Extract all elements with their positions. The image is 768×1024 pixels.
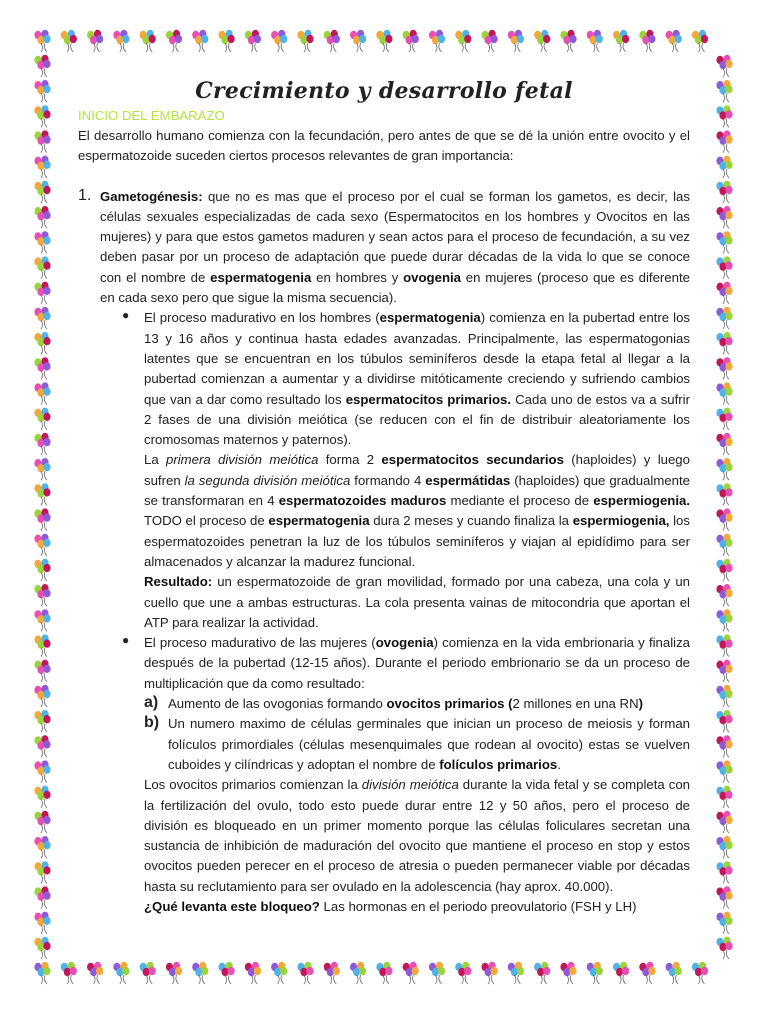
balloon-cluster-icon — [376, 30, 392, 52]
balloon-cluster-icon — [666, 962, 682, 984]
balloon-cluster-icon — [34, 508, 50, 530]
balloon-cluster-icon — [271, 30, 287, 52]
ovocitos-paragraph: Los ovocitos primarios comienzan la división meiótica durante la vida fetal y se completa con la fertilización del ovulo, todo esto puede durar entre 12 y 50 años, pero el proceso de división es bloqueado en un primer momento porque las células foliculares secretan una sustancia de inhibición de maduración del ovocito que mantiene el proceso en stop y estos ovocitos pueden perecer en el proceso de atresia o pueden permanecer viable por décadas hasta su reclutamiento para ser ovulado en la adolescencia (hay aprox. 40.000). — [144, 777, 690, 894]
gametogenesis-text: Gametogénesis: que no es mas que el proceso por el cual se forman los gametos, es decir, las células sexuales especializadas de cada sexo (Espermatocitos en los hombres y Ovocitos en las mujeres) y para que estos gametos maduren y sean actos para el proceso de fecundación, a su vez deben pasar por un proceso de adaptación que puede durar décadas de la vida lo que se conoce con el nombre de espermatogenia en hombres y ovogenia en mujeres (proceso que es diferente en cada sexo pero que sigue la misma secuencia). — [100, 188, 690, 306]
balloon-cluster-icon — [166, 962, 182, 984]
sub-item-a-text: Aumento de las ovogonias formando ovocitos primarios (2 millones en una RN) — [168, 696, 644, 712]
balloon-cluster-icon — [34, 937, 50, 959]
balloon-cluster-icon — [716, 231, 732, 253]
balloon-cluster-icon — [716, 685, 732, 707]
balloon-cluster-icon — [87, 30, 103, 52]
balloon-cluster-icon — [716, 458, 732, 480]
balloon-cluster-icon — [534, 30, 550, 52]
balloon-cluster-icon — [534, 962, 550, 984]
balloon-cluster-icon — [34, 962, 50, 984]
balloon-cluster-icon — [716, 886, 732, 908]
sub-letter: b) — [144, 714, 160, 732]
balloon-cluster-icon — [692, 962, 708, 984]
balloon-cluster-icon — [613, 30, 629, 52]
balloon-cluster-icon — [34, 357, 50, 379]
balloon-cluster-icon — [716, 861, 732, 883]
sub-item-a — [78, 694, 690, 714]
balloon-cluster-icon — [639, 30, 655, 52]
balloon-cluster-icon — [639, 962, 655, 984]
balloon-cluster-icon — [113, 962, 129, 984]
balloon-cluster-icon — [716, 408, 732, 430]
balloon-cluster-icon — [716, 710, 732, 732]
balloon-cluster-icon — [34, 307, 50, 329]
balloon-cluster-icon — [403, 962, 419, 984]
balloon-cluster-icon — [716, 836, 732, 858]
balloon-cluster-icon — [34, 912, 50, 934]
balloon-cluster-icon — [34, 130, 50, 152]
balloon-cluster-icon — [324, 30, 340, 52]
balloon-cluster-icon — [587, 962, 603, 984]
balloon-cluster-icon — [34, 660, 50, 682]
balloon-cluster-icon — [716, 80, 732, 102]
balloon-cluster-icon — [219, 962, 235, 984]
balloon-cluster-icon — [716, 130, 732, 152]
page-title: Crecimiento y desarrollo fetal — [195, 78, 573, 104]
balloon-cluster-icon — [34, 30, 50, 52]
balloon-cluster-icon — [455, 962, 471, 984]
balloon-cluster-icon — [716, 156, 732, 178]
balloon-cluster-icon — [716, 433, 732, 455]
balloon-cluster-icon — [34, 861, 50, 883]
balloon-cluster-icon — [324, 962, 340, 984]
balloon-cluster-icon — [61, 962, 77, 984]
result-paragraph: Resultado: un espermatozoide de gran movilidad, formado por una cabeza, una cola y un cuello que une a ambas estructuras. La cola presenta vainas de mitocondria que aportan el ATP para realizar la actividad. — [144, 574, 690, 630]
balloon-cluster-icon — [716, 332, 732, 354]
balloon-cluster-icon — [34, 886, 50, 908]
balloon-cluster-icon — [716, 534, 732, 556]
bullet-dot: ● — [122, 308, 130, 323]
balloon-cluster-icon — [716, 105, 732, 127]
balloon-cluster-icon — [716, 937, 732, 959]
balloon-cluster-icon — [34, 534, 50, 556]
balloon-cluster-icon — [716, 357, 732, 379]
balloon-cluster-icon — [716, 760, 732, 782]
balloon-cluster-icon — [271, 962, 287, 984]
balloon-cluster-icon — [716, 508, 732, 530]
section-heading: INICIO DEL EMBARAZO — [78, 108, 225, 123]
balloon-cluster-icon — [587, 30, 603, 52]
sub-item-b — [78, 714, 690, 775]
sub-letter: a) — [144, 694, 159, 712]
balloon-cluster-icon — [716, 634, 732, 656]
balloon-cluster-icon — [508, 962, 524, 984]
balloon-cluster-icon — [482, 30, 498, 52]
balloon-cluster-icon — [692, 30, 708, 52]
balloon-cluster-icon — [716, 382, 732, 404]
balloon-cluster-icon — [716, 584, 732, 606]
balloon-cluster-icon — [403, 30, 419, 52]
balloon-cluster-icon — [34, 55, 50, 77]
balloon-cluster-icon — [350, 30, 366, 52]
meiosis-paragraph: La primera división meiótica forma 2 espermatocitos secundarios (haploides) y luego sufren la segunda división meiótica formando 4 espermátidas (haploides) que gradualmente se transformaran en 4 espermatozoides maduros mediante el proceso de espermiogenia. TODO el proceso de espermatogenia dura 2 meses y cuando finaliza la espermiogenia, los espermatozoides penetran la luz de los túbulos seminíferos y viajan al epidídimo para ser almacenados y alcanzar la madurez funcional. — [144, 452, 691, 569]
bullet-men — [78, 308, 690, 633]
intro-paragraph: El desarrollo humano comienza con la fecundación, pero antes de que se dé la unión entre ovocito y el espermatozoide suceden ciertos procesos relevantes de gran importancia: — [78, 128, 690, 164]
balloon-cluster-icon — [34, 231, 50, 253]
balloon-cluster-icon — [245, 962, 261, 984]
balloon-cluster-icon — [376, 962, 392, 984]
balloon-cluster-icon — [34, 786, 50, 808]
balloon-cluster-icon — [429, 30, 445, 52]
balloon-cluster-icon — [34, 181, 50, 203]
balloon-cluster-icon — [297, 962, 313, 984]
balloon-cluster-icon — [455, 30, 471, 52]
balloon-cluster-icon — [219, 30, 235, 52]
balloon-cluster-icon — [34, 609, 50, 631]
balloon-cluster-icon — [34, 256, 50, 278]
balloon-cluster-icon — [560, 30, 576, 52]
list-item-gametogenesis — [78, 187, 690, 309]
balloon-cluster-icon — [34, 760, 50, 782]
bullet-women — [78, 633, 690, 694]
balloon-cluster-icon — [34, 206, 50, 228]
balloon-cluster-icon — [716, 206, 732, 228]
balloon-cluster-icon — [716, 660, 732, 682]
bullet-women-text: El proceso madurativo de las mujeres (ovogenia) comienza en la vida embrionaria y finaliza después de la pubertad (12-15 años). Durante el periodo embrionario se da un proceso de multiplicación que da como resultado: — [144, 635, 690, 691]
balloon-cluster-icon — [716, 735, 732, 757]
balloon-cluster-icon — [508, 30, 524, 52]
balloon-cluster-icon — [297, 30, 313, 52]
balloon-cluster-icon — [716, 256, 732, 278]
balloon-cluster-icon — [34, 382, 50, 404]
balloon-cluster-icon — [192, 30, 208, 52]
balloon-cluster-icon — [34, 836, 50, 858]
balloon-cluster-icon — [716, 483, 732, 505]
list-number: 1. — [78, 186, 92, 204]
balloon-cluster-icon — [166, 30, 182, 52]
balloon-cluster-icon — [61, 30, 77, 52]
balloon-cluster-icon — [34, 156, 50, 178]
balloon-cluster-icon — [34, 634, 50, 656]
balloon-cluster-icon — [716, 609, 732, 631]
balloon-cluster-icon — [140, 30, 156, 52]
balloon-cluster-icon — [429, 962, 445, 984]
balloon-cluster-icon — [34, 685, 50, 707]
balloon-cluster-icon — [560, 962, 576, 984]
balloon-cluster-icon — [34, 332, 50, 354]
balloon-cluster-icon — [245, 30, 261, 52]
balloon-cluster-icon — [34, 80, 50, 102]
document-page — [78, 78, 690, 917]
balloon-cluster-icon — [34, 282, 50, 304]
question-paragraph: ¿Qué levanta este bloqueo? Las hormonas en el periodo preovulatorio (FSH y LH) — [144, 898, 637, 914]
balloon-cluster-icon — [34, 433, 50, 455]
balloon-cluster-icon — [113, 30, 129, 52]
balloon-cluster-icon — [716, 307, 732, 329]
balloon-cluster-icon — [716, 282, 732, 304]
balloon-cluster-icon — [482, 962, 498, 984]
balloon-cluster-icon — [34, 735, 50, 757]
balloon-cluster-icon — [34, 559, 50, 581]
balloon-cluster-icon — [87, 962, 103, 984]
balloon-cluster-icon — [34, 811, 50, 833]
balloon-cluster-icon — [716, 181, 732, 203]
balloon-cluster-icon — [140, 962, 156, 984]
sub-item-b-text: Un numero maximo de células germinales que inician un proceso de meiosis y forman folículos primordiales (células mesenquimales que rodean al ovocito) estas se vuelven cuboides y cilíndricas y adoptan el nombre de folículos primarios. — [168, 716, 690, 772]
balloon-cluster-icon — [192, 962, 208, 984]
balloon-cluster-icon — [350, 962, 366, 984]
bullet-dot: ● — [122, 633, 130, 648]
balloon-cluster-icon — [613, 962, 629, 984]
balloon-cluster-icon — [34, 408, 50, 430]
balloon-cluster-icon — [34, 710, 50, 732]
balloon-cluster-icon — [34, 105, 50, 127]
balloon-cluster-icon — [716, 559, 732, 581]
balloon-cluster-icon — [666, 30, 682, 52]
balloon-cluster-icon — [716, 811, 732, 833]
balloon-cluster-icon — [34, 584, 50, 606]
balloon-cluster-icon — [716, 55, 732, 77]
bullet-men-text: El proceso madurativo en los hombres (espermatogenia) comienza en la pubertad entre los 13 y 16 años y continua hasta edades avanzadas. Principalmente, las espermatogonias latentes que se encuentran en los túbulos seminíferos desde la etapa fetal al llegar a la pubertad comienzan a aumentar y a dividirse mitóticamente creciendo y sufriendo cambios que van a dar como resultado los espermatocitos primarios. Cada uno de estos va a sufrir 2 fases de una división meiótica (se reducen con el fin de distribuir aleatoriamente los cromosomas maternos y paternos). — [144, 310, 691, 448]
balloon-cluster-icon — [34, 458, 50, 480]
ovocitos-block — [78, 775, 690, 917]
balloon-cluster-icon — [716, 912, 732, 934]
balloon-cluster-icon — [34, 483, 50, 505]
balloon-cluster-icon — [716, 786, 732, 808]
